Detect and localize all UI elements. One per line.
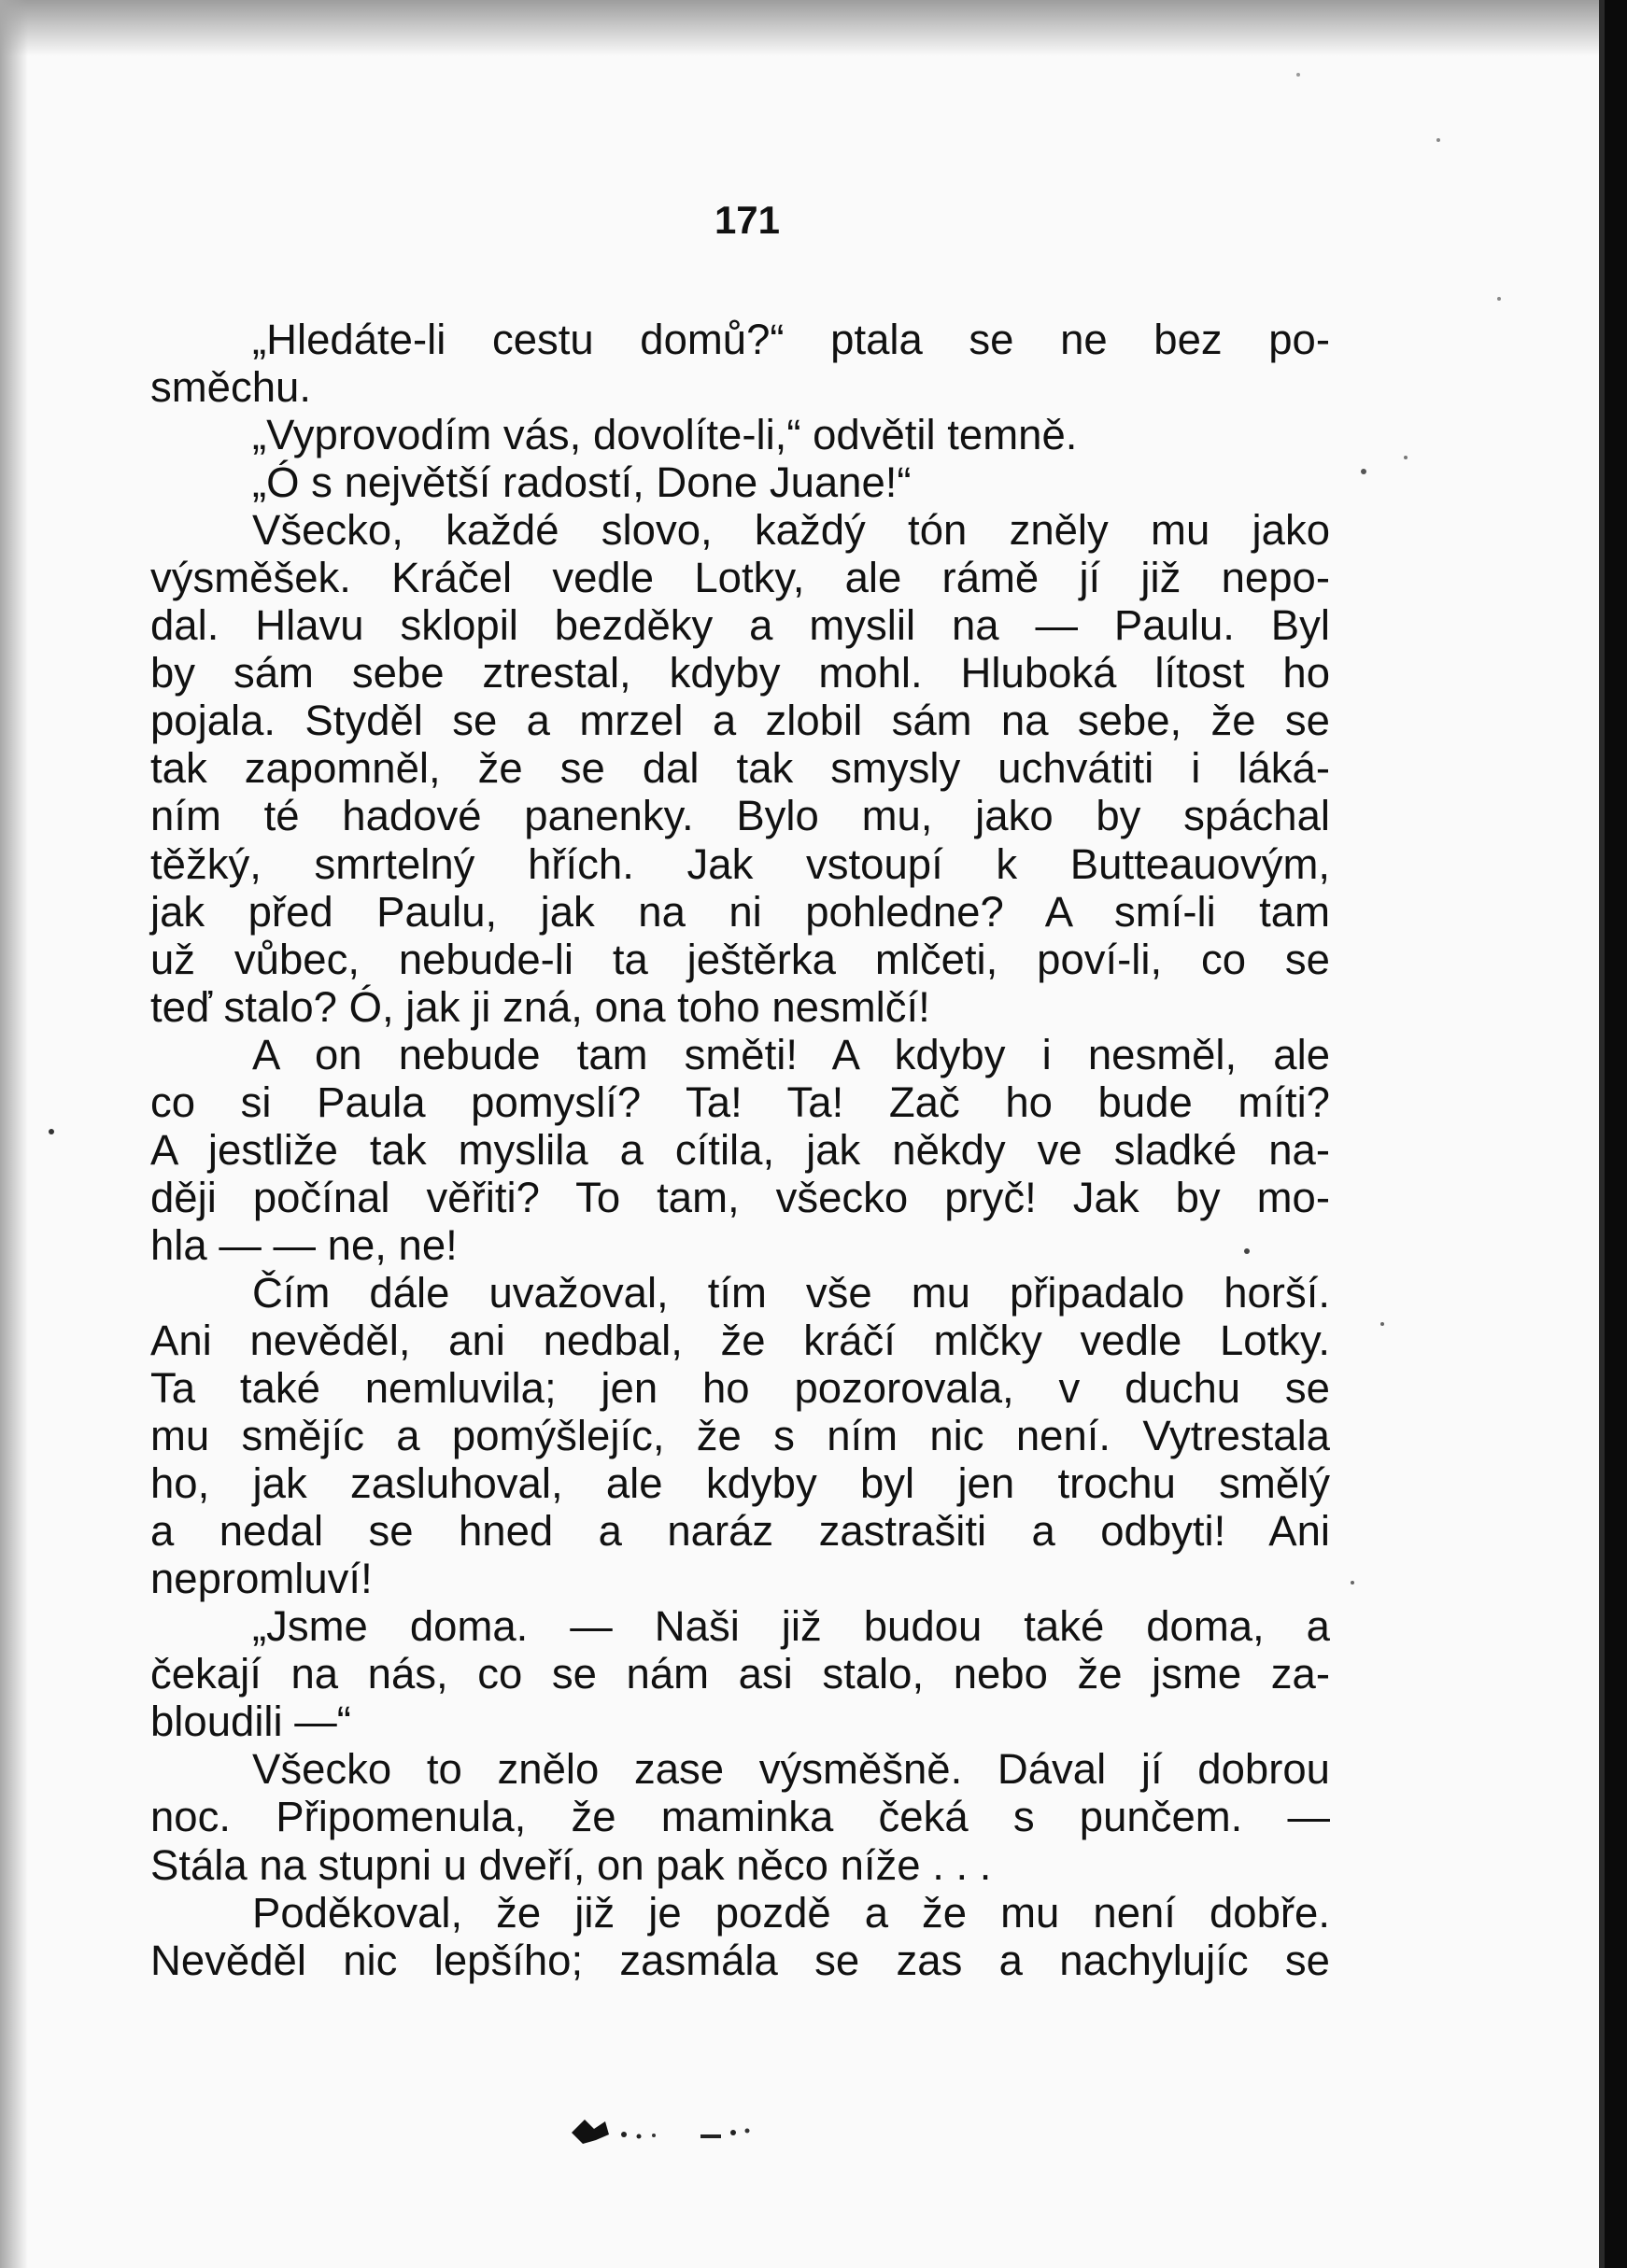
text-line: čekají na nás, co se nám asi stalo, nebo že jsme za- — [150, 1650, 1330, 1698]
text-line: Všecko, každé slovo, každý tón zněly mu jako — [252, 506, 1330, 555]
text-line: ním té hadové panenky. Bylo mu, jako by spáchal — [150, 792, 1330, 840]
text-line: Čím dále uvažoval, tím vše mu připadalo horší. — [252, 1268, 1330, 1317]
text-line: „Ó s největší radostí, Done Juane!“ — [252, 458, 912, 507]
text-line: co si Paula pomyslí? Ta! Ta! Zač ho bude míti? — [150, 1078, 1330, 1126]
text-line: dal. Hlavu sklopil bezděky a myslil na — Paulu. Byl — [150, 601, 1330, 650]
text-line: Poděkoval, že již je pozdě a že mu není dobře. — [252, 1888, 1330, 1937]
text-line: „Vyprovodím vás, dovolíte-li,“ odvětil temně. — [252, 411, 1078, 459]
text-line: směchu. — [150, 363, 311, 412]
text-line: „Jsme doma. — Naši již budou také doma, a — [252, 1602, 1330, 1651]
text-line: by sám sebe ztrestal, kdyby mohl. Hluboká lítost ho — [150, 649, 1330, 697]
text-line: „Hledáte-li cestu domů?“ ptala se ne bez po- — [252, 316, 1330, 363]
text-line: A jestliže tak myslila a cítila, jak někdy ve sladké na- — [150, 1125, 1330, 1174]
text-line: ději počínal věřiti? To tam, všecko pryč! Jak by mo- — [150, 1173, 1330, 1221]
text-line: Nevěděl nic lepšího; zasmála se zas a nachylujíc se — [150, 1936, 1330, 1984]
page-number: 171 — [714, 198, 781, 242]
text-line: mu smějíc a pomýšlejíc, že s ním nic není. Vytrestala — [150, 1412, 1330, 1460]
text-line: bloudili —“ — [150, 1697, 351, 1746]
text-line: výsměšek. Kráčel vedle Lotky, ale rámě jí již nepo- — [150, 554, 1330, 602]
text-line: nepromluví! — [150, 1555, 373, 1603]
text-line: jak před Paulu, jak na ni pohledne? A smí-li tam — [150, 887, 1330, 936]
text-line: Všecko to znělo zase výsměšně. Dával jí dobrou — [252, 1745, 1330, 1794]
text-line: a nedal se hned a naráz zastrašiti a odbyti! Ani — [150, 1507, 1330, 1556]
text-line: teď stalo? Ó, jak ji zná, ona toho nesmlčí! — [150, 982, 930, 1031]
text-line: Stála na stupni u dveří, on pak něco níže . . . — [150, 1840, 992, 1889]
text-line: Ta také nemluvila; jen ho pozorovala, v duchu se — [150, 1364, 1330, 1413]
text-line: těžký, smrtelný hřích. Jak vstoupí k Butteauovým, — [150, 839, 1330, 888]
body-text — [150, 316, 1330, 1984]
text-line: hla — — ne, ne! — [150, 1220, 458, 1269]
text-line: už vůbec, nebude-li ta ještěrka mlčeti, poví-li, co se — [150, 935, 1330, 983]
text-line: pojala. Styděl se a mrzel a zlobil sám na sebe, že se — [150, 697, 1330, 745]
text-line: A on nebude tam směti! A kdyby i nesměl, ale — [252, 1030, 1330, 1078]
text-line: noc. Připomenula, že maminka čeká s punčem. — — [150, 1793, 1330, 1841]
text-line: Ani nevěděl, ani nedbal, že kráčí mlčky vedle Lotky. — [150, 1316, 1330, 1364]
bottom-ink-mark — [570, 2112, 803, 2149]
text-line: ho, jak zasluhoval, ale kdyby byl jen trochu smělý — [150, 1459, 1330, 1508]
text-line: tak zapomněl, že se dal tak smysly uchvátiti i láká- — [150, 744, 1330, 793]
